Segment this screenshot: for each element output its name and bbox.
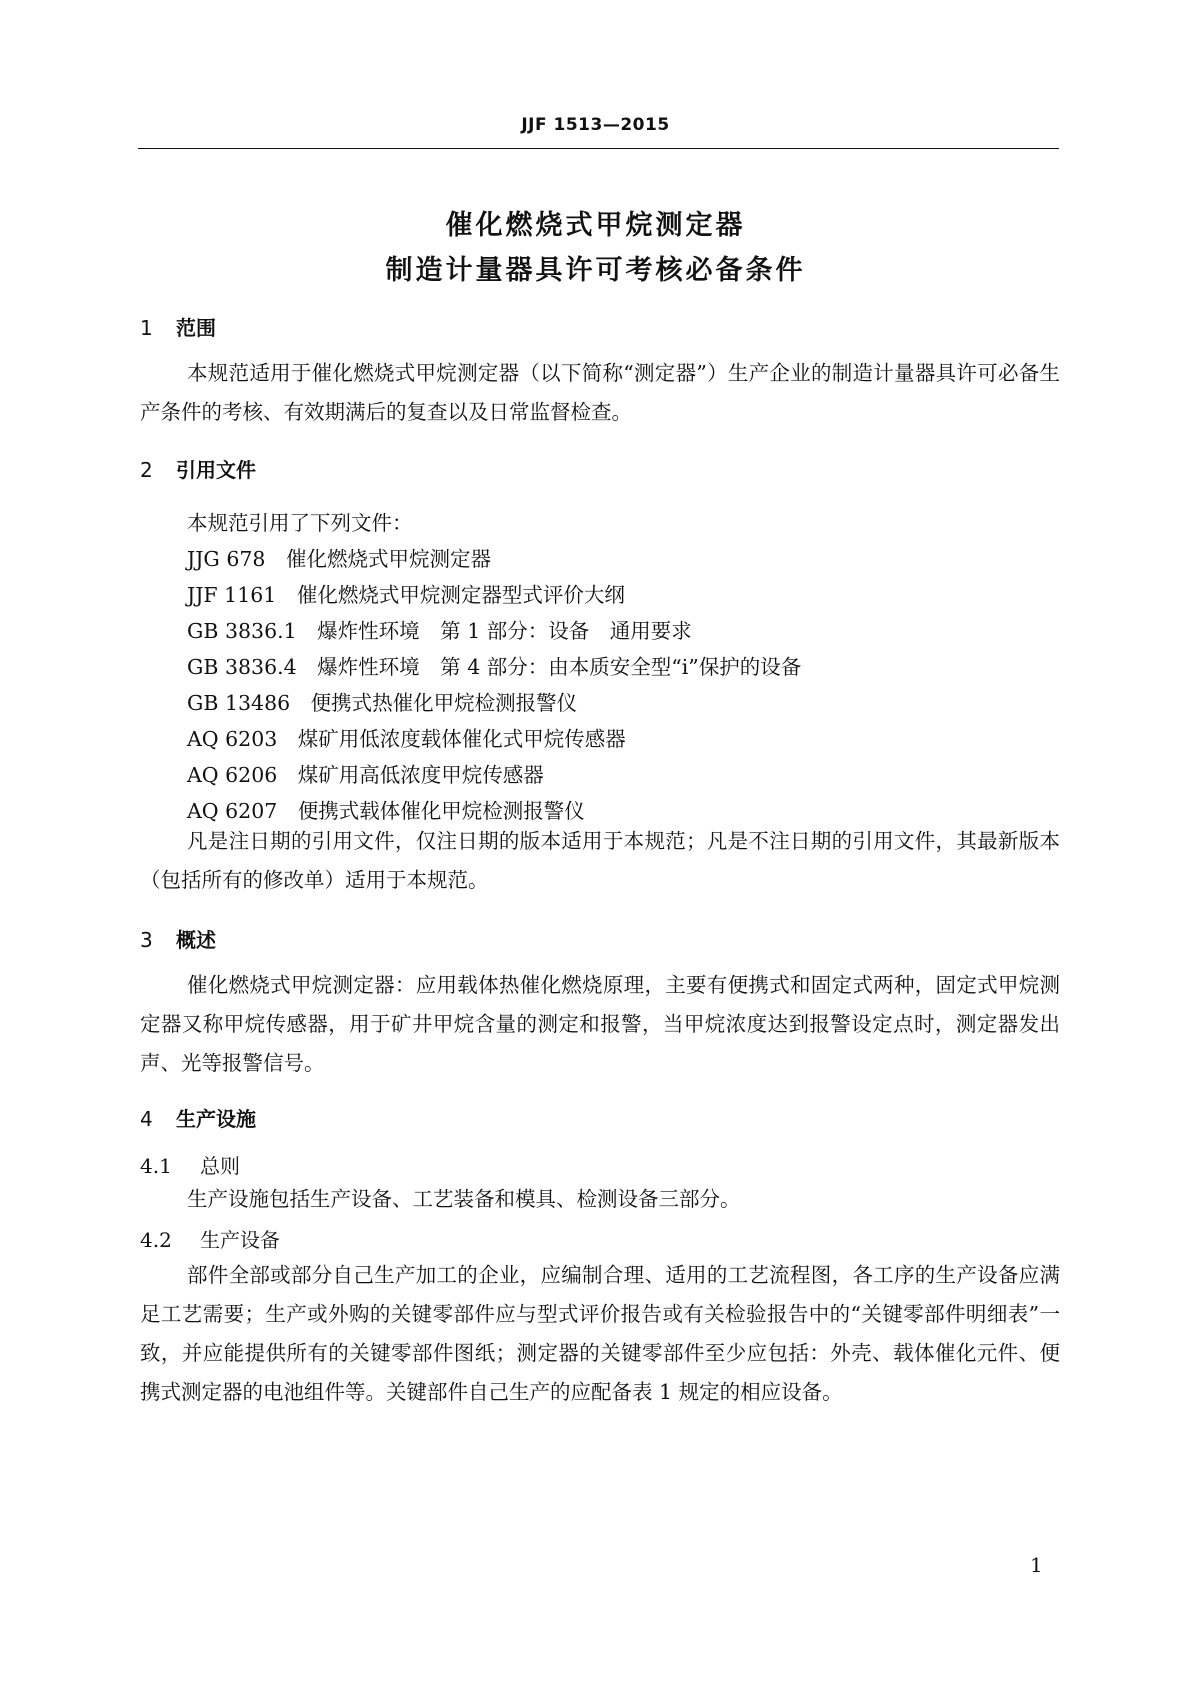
section-1-heading: [140, 312, 216, 341]
section-number: 4: [140, 1107, 153, 1131]
reference-item: GB 13486 便携式热催化甲烷检测报警仪: [187, 691, 578, 715]
reference-item: AQ 6206 煤矿用高低浓度甲烷传感器: [187, 763, 544, 787]
section-2-paragraph: 凡是注日期的引用文件，仅注日期的版本适用于本规范；凡是不注日期的引用文件，其最新版本（包括所有的修改单）适用于本规范。: [140, 829, 1060, 892]
section-number: 2: [140, 458, 153, 482]
subsection-4-1-heading: [140, 1150, 240, 1179]
page-number: 1: [1030, 1553, 1043, 1577]
section-3-paragraph: 催化燃烧式甲烷测定器：应用载体热催化燃烧原理，主要有便携式和固定式两种，固定式甲烷测定器又称甲烷传感器，用于矿井甲烷含量的测定和报警，当甲烷浓度达到报警设定点时，测定器发出声、光等报警信号。: [140, 973, 1060, 1075]
section-1-paragraph: 本规范适用于催化燃烧式甲烷测定器（以下简称“测定器”）生产企业的制造计量器具许可必备生产条件的考核、有效期满后的复查以及日常监督检查。: [140, 361, 1060, 424]
section-number: 1: [140, 316, 153, 340]
document-title-line-1: 催化燃烧式甲烷测定器: [445, 210, 746, 241]
section-3-heading: [140, 924, 216, 953]
document-title-line-2: 制造计量器具许可考核必备条件: [385, 255, 806, 286]
reference-item: AQ 6203 煤矿用低浓度载体催化式甲烷传感器: [187, 727, 626, 751]
references-intro: 本规范引用了下列文件：: [187, 511, 413, 535]
section-2-heading: [140, 454, 256, 483]
reference-item: GB 3836.4 爆炸性环境 第 4 部分：由本质安全型“i”保护的设备: [187, 655, 802, 679]
reference-item: JJF 1161 催化燃烧式甲烷测定器型式评价大纲: [187, 583, 625, 607]
reference-item: AQ 6207 便携式载体催化甲烷检测报警仪: [187, 799, 585, 823]
subsection-4-2-heading: [140, 1224, 280, 1253]
section-number: 3: [140, 928, 153, 952]
header-rule: [138, 148, 1059, 149]
subsection-number: 4.1: [140, 1154, 172, 1178]
subsection-4-1-paragraph: 生产设施包括生产设备、工艺装备和模具、检测设备三部分。: [187, 1187, 741, 1211]
subsection-4-2-paragraph: 部件全部或部分自己生产加工的企业，应编制合理、适用的工艺流程图，各工序的生产设备应满足工艺需要；生产或外购的关键零部件应与型式评价报告或有关检验报告中的“关键零部件明细表”一致，并应能提供所有的关键零部件图纸；测定器的关键零部件至少应包括：外壳、载体催化元件、便携式测定器的电池组件等。关键部件自己生产的应配备表 1 规定的相应设备。: [140, 1263, 1060, 1404]
section-title: 生产设施: [176, 1107, 256, 1131]
section-4-heading: [140, 1103, 256, 1132]
section-title: 范围: [176, 316, 216, 340]
document-code-header: JJF 1513—2015: [521, 115, 670, 135]
section-title: 概述: [176, 928, 216, 952]
reference-item: JJG 678 催化燃烧式甲烷测定器: [187, 547, 491, 571]
subsection-title: 生产设备: [200, 1228, 280, 1252]
reference-item: GB 3836.1 爆炸性环境 第 1 部分：设备 通用要求: [187, 619, 692, 643]
subsection-title: 总则: [200, 1154, 240, 1178]
section-title: 引用文件: [176, 458, 256, 482]
subsection-number: 4.2: [140, 1228, 172, 1252]
